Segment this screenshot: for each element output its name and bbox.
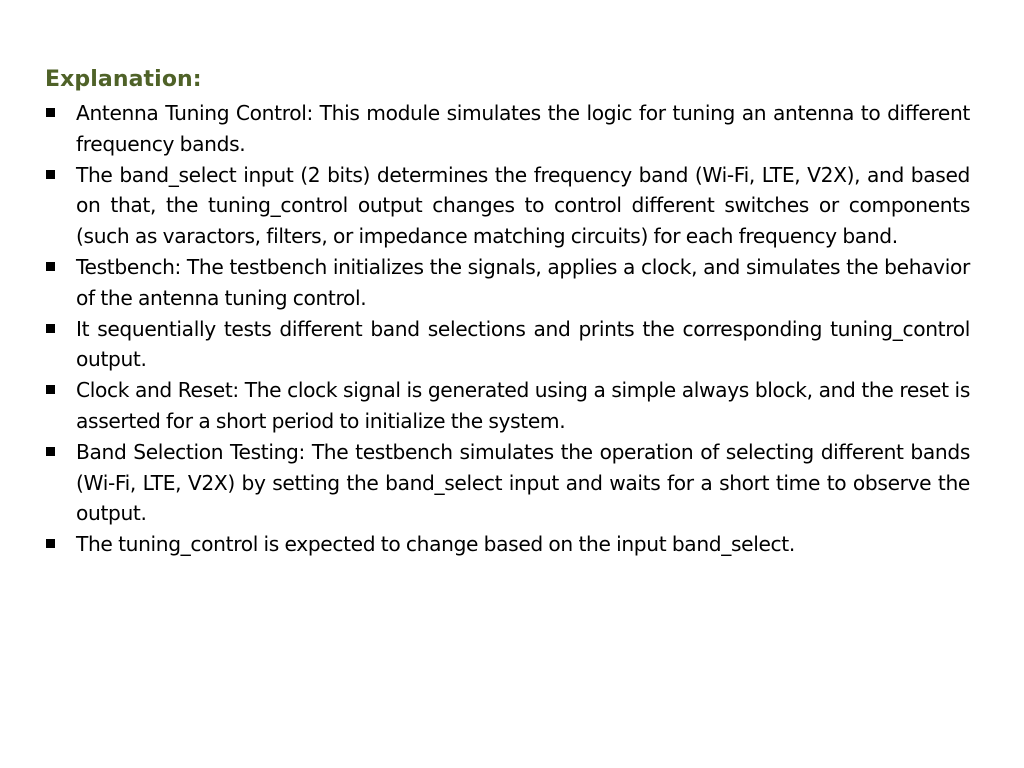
bullet-item-5 xyxy=(45,375,970,437)
bullet-item-4 xyxy=(45,314,970,376)
square-bullet-icon xyxy=(46,385,55,394)
square-bullet-icon xyxy=(46,324,55,333)
bullet-text: Testbench: The testbench initializes the signals, applies a clock, and simulates the behavior of the antenna tuning control. xyxy=(76,254,970,310)
bullet-item-7 xyxy=(45,529,970,560)
square-bullet-icon xyxy=(46,108,55,117)
bullet-text: Band Selection Testing: The testbench simulates the operation of selecting different bands (Wi-Fi, LTE, V2X) by setting the band_select input and waits for a short time to observe the output. xyxy=(76,439,970,526)
bullet-item-2 xyxy=(45,160,970,252)
bullet-text: It sequentially tests different band selections and prints the corresponding tuning_control output. xyxy=(76,316,970,372)
bullet-text: The band_select input (2 bits) determines the frequency band (Wi-Fi, LTE, V2X), and based on that, the tuning_control output changes to control different switches or components (such as varactors, filters, or impedance matching circuits) for each frequency band. xyxy=(76,162,970,249)
bullet-text: Antenna Tuning Control: This module simulates the logic for tuning an antenna to different frequency bands. xyxy=(76,101,970,156)
bullet-list xyxy=(45,98,970,560)
bullet-text: The tuning_control is expected to change based on the input band_select. xyxy=(76,532,795,557)
bullet-text: Clock and Reset: The clock signal is generated using a simple always block, and the reset is asserted for a short period to initialize the system. xyxy=(76,378,970,433)
square-bullet-icon xyxy=(46,539,55,548)
square-bullet-icon xyxy=(46,170,55,179)
square-bullet-icon xyxy=(46,262,55,271)
slide-heading: Explanation: xyxy=(45,67,202,92)
square-bullet-icon xyxy=(46,447,55,456)
bullet-item-1 xyxy=(45,98,970,160)
bullet-item-3 xyxy=(45,252,970,314)
bullet-item-6 xyxy=(45,437,970,529)
